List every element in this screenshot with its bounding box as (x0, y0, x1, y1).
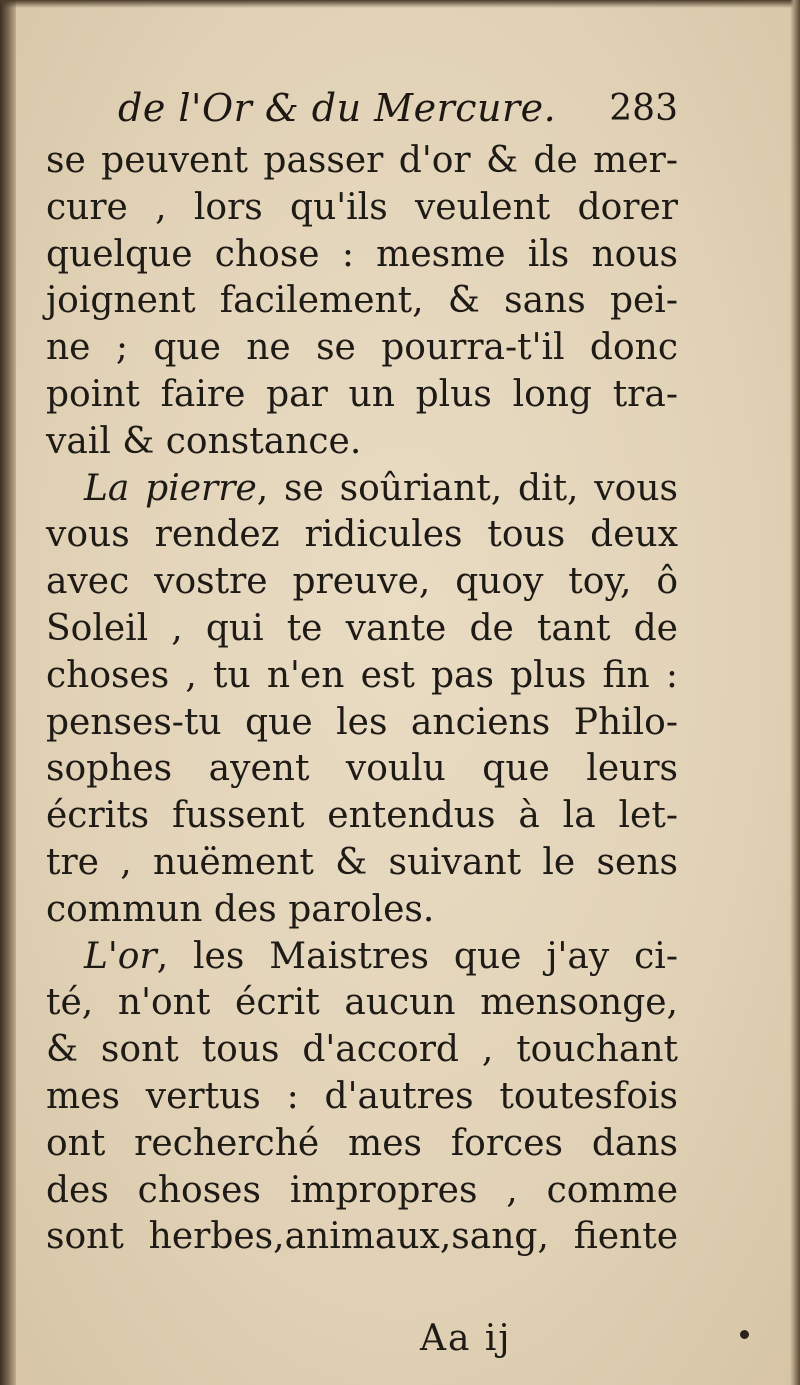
text-line: joignent facilement, & sans pei- (46, 280, 678, 322)
text-line: cure , lors qu'ils veulent dorer (46, 186, 678, 228)
page-fore-edge (790, 0, 800, 1385)
text-line: des choses impropres , comme (46, 1169, 678, 1211)
paragraph-end-line: vail & constance. (46, 420, 362, 462)
text-line: choses , tu n'en est pas plus fin : (46, 654, 678, 696)
text-line: avec vostre preuve, quoy toy, ô (46, 561, 678, 603)
ink-spot (740, 1330, 749, 1339)
speaker-line: La pierre, se soûriant, dit, vous (84, 467, 678, 509)
page-binding-edge (0, 0, 16, 1385)
speaker-name: La pierre (84, 467, 257, 509)
page-top-edge (0, 0, 800, 8)
text-line: té, n'ont écrit aucun mensonge, (46, 982, 678, 1024)
running-title: de l'Or & du Mercure. (118, 86, 557, 130)
page-header (118, 86, 678, 146)
text-line: tre , nuëment & suivant le sens (46, 841, 678, 883)
text-line: ont recherché mes forces dans (46, 1122, 678, 1164)
text-line: quelque chose : mesme ils nous (46, 233, 678, 275)
text-line: & sont tous d'accord , touchant (46, 1029, 678, 1071)
text-line: sophes ayent voulu que leurs (46, 748, 678, 790)
speaker-name: L'or (84, 935, 157, 977)
text-line: sont herbes,animaux,sang, fiente (46, 1216, 678, 1258)
text-line: écrits fussent entendus à la let- (46, 795, 678, 837)
text-line: penses-tu que les anciens Philo- (46, 701, 678, 743)
paragraph-end-line: commun des paroles. (46, 888, 435, 930)
signature-mark: Aa ij (420, 1318, 512, 1359)
text-line: vous rendez ridicules tous deux (46, 514, 678, 556)
text-line: mes vertus : d'autres toutesfois (46, 1075, 678, 1117)
text-line: ne ; que ne se pourra-t'il donc (46, 327, 678, 369)
page-number: 283 (609, 88, 678, 129)
text-line: point faire par un plus long tra- (46, 373, 678, 415)
body-text (46, 138, 678, 1261)
text-line: se peuvent passer d'or & de mer- (46, 140, 678, 181)
text-line: Soleil , qui te vante de tant de (46, 607, 678, 649)
speaker-line: L'or, les Maistres que j'ay ci- (84, 935, 678, 977)
